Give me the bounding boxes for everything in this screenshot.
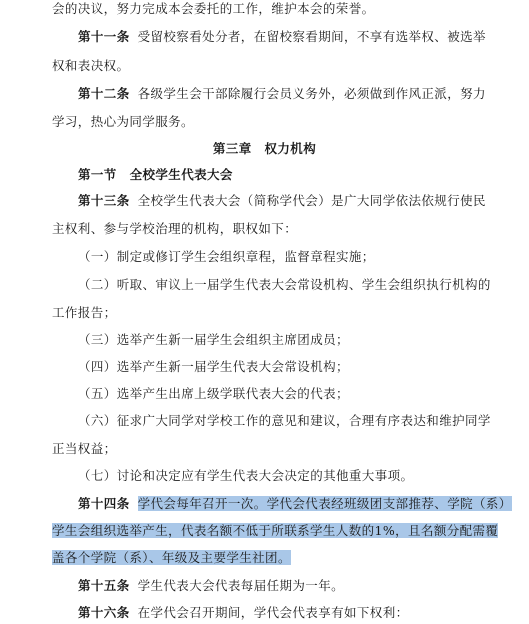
text-line bbox=[52, 220, 297, 238]
article-11 bbox=[78, 28, 486, 46]
section-title: 第一节 全校学生代表大会 bbox=[78, 167, 233, 182]
article-text: 学生代表大会代表每届任期为一年。 bbox=[137, 578, 345, 593]
article-text: 在学代会召开期间，学代会代表享有如下权利： bbox=[137, 605, 409, 620]
article-label: 第十二条 bbox=[78, 86, 130, 101]
article-text: 全校学生代表大会（简称学代会）是广大同学依法依规行使民 bbox=[137, 193, 486, 208]
article-text: 各级学生会干部除履行会员义务外，必须做到作风正派，努力 bbox=[137, 86, 486, 101]
list-item: （六）征求广大同学对学校工作的意见和建议，合理有序表达和维护同学 bbox=[78, 413, 491, 428]
list-item: （四）选举产生新一届学生代表大会常设机构； bbox=[78, 359, 349, 374]
text-line bbox=[52, 57, 129, 75]
article-label: 第十五条 bbox=[78, 578, 130, 593]
list-item: （七）讨论和决定应有学生代表大会决定的其他重大事项。 bbox=[78, 468, 414, 483]
list-item: （二）听取、审议上一届学生代表大会常设机构、学生会组织执行机构的 bbox=[78, 277, 491, 292]
paragraph-text: 会的决议，努力完成本会委托的工作，维护本会的荣誉。 bbox=[52, 1, 375, 16]
article-label: 第十四条 bbox=[78, 496, 130, 511]
list-item: （五）选举产生出席上级学联代表大会的代表； bbox=[78, 386, 349, 401]
text-line[interactable] bbox=[52, 549, 291, 567]
article-12 bbox=[78, 85, 486, 103]
article-15 bbox=[78, 577, 344, 595]
list-item: （一）制定或修订学生会组织章程，监督章程实施； bbox=[78, 249, 375, 264]
chapter-title: 第三章 权力机构 bbox=[212, 141, 317, 156]
article-text: 受留校察看处分者，在留校察看期间，不享有选举权、被选举 bbox=[137, 29, 486, 44]
article-16 bbox=[78, 604, 409, 622]
article-label: 第十一条 bbox=[78, 29, 130, 44]
list-item-continuation: 工作报告； bbox=[52, 305, 117, 320]
paragraph-text: 权和表决权。 bbox=[52, 58, 130, 73]
text-line bbox=[52, 0, 375, 18]
highlighted-text[interactable]: 学生会组织选举产生，代表名额不低于所联系学生人数的1%，且名额分配需覆 bbox=[52, 523, 499, 538]
paragraph-text: 主权利、参与学校治理的机构，职权如下： bbox=[52, 221, 298, 236]
article-14[interactable] bbox=[78, 495, 512, 513]
text-line[interactable] bbox=[52, 522, 498, 540]
list-item: （三）选举产生新一届学生会组织主席团成员； bbox=[78, 332, 349, 347]
text-line bbox=[52, 113, 194, 131]
highlighted-text[interactable]: 盖各个学院（系）、年级及主要学生社团。 bbox=[52, 550, 291, 565]
paragraph-text: 学习，热心为同学服务。 bbox=[52, 114, 194, 129]
list-item-continuation: 正当权益； bbox=[52, 441, 117, 456]
highlighted-text[interactable]: 学代会每年召开一次。学代会代表经班级团支部推荐、学院（系） bbox=[137, 496, 512, 511]
article-label: 第十三条 bbox=[78, 193, 130, 208]
article-label: 第十六条 bbox=[78, 605, 130, 620]
article-13 bbox=[78, 192, 486, 210]
